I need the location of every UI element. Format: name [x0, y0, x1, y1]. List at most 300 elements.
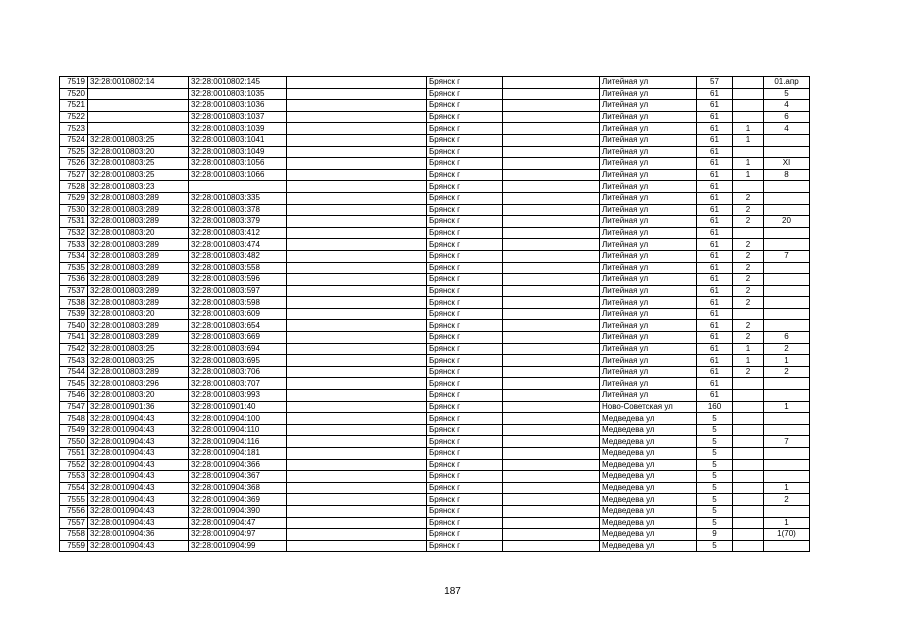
house-number-cell: 61	[697, 146, 733, 158]
parcel-number-cell: 32:28:0010802:14	[88, 77, 189, 89]
empty-cell	[503, 274, 600, 286]
city-cell: Брянск г	[427, 111, 503, 123]
empty-cell	[287, 100, 427, 112]
object-number-cell: 32:28:0010803:1036	[189, 100, 287, 112]
building-cell: 2	[733, 274, 764, 286]
empty-cell	[503, 517, 600, 529]
building-cell: 2	[733, 204, 764, 216]
row-number-cell: 7549	[60, 424, 88, 436]
table-row	[60, 540, 810, 552]
house-number-cell: 61	[697, 158, 733, 170]
apartment-cell	[764, 204, 810, 216]
apartment-cell	[764, 297, 810, 309]
parcel-number-cell: 32:28:0010803:20	[88, 308, 189, 320]
object-number-cell	[189, 181, 287, 193]
empty-cell	[287, 181, 427, 193]
building-cell: 2	[733, 297, 764, 309]
building-cell	[733, 540, 764, 552]
building-cell	[733, 494, 764, 506]
building-cell: 1	[733, 343, 764, 355]
row-number-cell: 7559	[60, 540, 88, 552]
apartment-cell: 7	[764, 436, 810, 448]
empty-cell	[503, 77, 600, 89]
city-cell: Брянск г	[427, 216, 503, 228]
object-number-cell: 32:28:0010803:1056	[189, 158, 287, 170]
empty-cell	[287, 77, 427, 89]
row-number-cell: 7523	[60, 123, 88, 135]
table-row	[60, 297, 810, 309]
parcel-number-cell: 32:28:0010803:289	[88, 297, 189, 309]
house-number-cell: 61	[697, 308, 733, 320]
house-number-cell: 61	[697, 239, 733, 251]
city-cell: Брянск г	[427, 540, 503, 552]
table-row	[60, 482, 810, 494]
empty-cell	[287, 482, 427, 494]
empty-cell	[503, 181, 600, 193]
city-cell: Брянск г	[427, 471, 503, 483]
empty-cell	[503, 332, 600, 344]
table-row	[60, 459, 810, 471]
building-cell	[733, 181, 764, 193]
parcel-number-cell: 32:28:0010904:43	[88, 436, 189, 448]
apartment-cell	[764, 459, 810, 471]
table-row	[60, 123, 810, 135]
building-cell	[733, 424, 764, 436]
building-cell	[733, 378, 764, 390]
city-cell: Брянск г	[427, 413, 503, 425]
street-cell: Литейная ул	[600, 262, 697, 274]
empty-cell	[503, 134, 600, 146]
parcel-number-cell: 32:28:0010803:20	[88, 227, 189, 239]
city-cell: Брянск г	[427, 459, 503, 471]
empty-cell	[287, 239, 427, 251]
table-row	[60, 250, 810, 262]
empty-cell	[503, 308, 600, 320]
object-number-cell: 32:28:0010803:379	[189, 216, 287, 228]
empty-cell	[287, 436, 427, 448]
parcel-number-cell: 32:28:0010803:289	[88, 285, 189, 297]
row-number-cell: 7544	[60, 366, 88, 378]
object-number-cell: 32:28:0010803:1049	[189, 146, 287, 158]
street-cell: Медведева ул	[600, 413, 697, 425]
table-row	[60, 192, 810, 204]
row-number-cell: 7558	[60, 529, 88, 541]
table-row	[60, 436, 810, 448]
building-cell: 2	[733, 262, 764, 274]
building-cell: 2	[733, 366, 764, 378]
house-number-cell: 61	[697, 169, 733, 181]
street-cell: Литейная ул	[600, 297, 697, 309]
row-number-cell: 7519	[60, 77, 88, 89]
apartment-cell	[764, 448, 810, 460]
table-row	[60, 448, 810, 460]
parcel-number-cell: 32:28:0010904:43	[88, 459, 189, 471]
empty-cell	[287, 285, 427, 297]
street-cell: Литейная ул	[600, 77, 697, 89]
object-number-cell: 32:28:0010803:1066	[189, 169, 287, 181]
object-number-cell: 32:28:0010803:654	[189, 320, 287, 332]
object-number-cell: 32:28:0010803:1037	[189, 111, 287, 123]
empty-cell	[287, 227, 427, 239]
house-number-cell: 5	[697, 482, 733, 494]
house-number-cell: 61	[697, 100, 733, 112]
empty-cell	[287, 332, 427, 344]
empty-cell	[287, 88, 427, 100]
street-cell: Медведева ул	[600, 494, 697, 506]
empty-cell	[287, 494, 427, 506]
parcel-number-cell	[88, 123, 189, 135]
table-row	[60, 158, 810, 170]
city-cell: Брянск г	[427, 158, 503, 170]
table-row	[60, 424, 810, 436]
empty-cell	[503, 448, 600, 460]
empty-cell	[287, 355, 427, 367]
apartment-cell: 1	[764, 355, 810, 367]
city-cell: Брянск г	[427, 355, 503, 367]
empty-cell	[503, 100, 600, 112]
apartment-cell	[764, 413, 810, 425]
apartment-cell	[764, 239, 810, 251]
table-row	[60, 100, 810, 112]
empty-cell	[287, 123, 427, 135]
city-cell: Брянск г	[427, 401, 503, 413]
apartment-cell	[764, 390, 810, 402]
city-cell: Брянск г	[427, 366, 503, 378]
street-cell: Литейная ул	[600, 146, 697, 158]
house-number-cell: 5	[697, 517, 733, 529]
building-cell	[733, 459, 764, 471]
object-number-cell: 32:28:0010904:47	[189, 517, 287, 529]
house-number-cell: 61	[697, 343, 733, 355]
street-cell: Литейная ул	[600, 332, 697, 344]
empty-cell	[287, 262, 427, 274]
city-cell: Брянск г	[427, 448, 503, 460]
empty-cell	[287, 216, 427, 228]
parcel-number-cell: 32:28:0010803:289	[88, 216, 189, 228]
building-cell: 2	[733, 216, 764, 228]
house-number-cell: 61	[697, 88, 733, 100]
object-number-cell: 32:28:0010803:596	[189, 274, 287, 286]
city-cell: Брянск г	[427, 343, 503, 355]
city-cell: Брянск г	[427, 146, 503, 158]
row-number-cell: 7557	[60, 517, 88, 529]
parcel-number-cell: 32:28:0010803:289	[88, 274, 189, 286]
city-cell: Брянск г	[427, 482, 503, 494]
building-cell	[733, 517, 764, 529]
empty-cell	[287, 401, 427, 413]
parcel-number-cell: 32:28:0010803:20	[88, 146, 189, 158]
empty-cell	[287, 366, 427, 378]
object-number-cell: 32:28:0010802:145	[189, 77, 287, 89]
building-cell: 2	[733, 239, 764, 251]
building-cell	[733, 111, 764, 123]
object-number-cell: 32:28:0010803:378	[189, 204, 287, 216]
empty-cell	[503, 204, 600, 216]
apartment-cell: 4	[764, 100, 810, 112]
city-cell: Брянск г	[427, 378, 503, 390]
object-number-cell: 32:28:0010904:368	[189, 482, 287, 494]
table-row	[60, 320, 810, 332]
empty-cell	[503, 262, 600, 274]
building-cell: 2	[733, 192, 764, 204]
empty-cell	[503, 216, 600, 228]
city-cell: Брянск г	[427, 192, 503, 204]
parcel-number-cell: 32:28:0010904:43	[88, 494, 189, 506]
row-number-cell: 7527	[60, 169, 88, 181]
empty-cell	[287, 274, 427, 286]
parcel-number-cell: 32:28:0010803:289	[88, 262, 189, 274]
object-number-cell: 32:28:0010803:1035	[189, 88, 287, 100]
parcel-number-cell: 32:28:0010904:43	[88, 413, 189, 425]
empty-cell	[503, 424, 600, 436]
apartment-cell: XI	[764, 158, 810, 170]
house-number-cell: 61	[697, 123, 733, 135]
apartment-cell	[764, 540, 810, 552]
apartment-cell: 7	[764, 250, 810, 262]
row-number-cell: 7529	[60, 192, 88, 204]
empty-cell	[287, 390, 427, 402]
object-number-cell: 32:28:0010803:474	[189, 239, 287, 251]
empty-cell	[287, 413, 427, 425]
street-cell: Литейная ул	[600, 378, 697, 390]
empty-cell	[503, 413, 600, 425]
building-cell	[733, 413, 764, 425]
object-number-cell: 32:28:0010803:558	[189, 262, 287, 274]
street-cell: Литейная ул	[600, 308, 697, 320]
house-number-cell: 61	[697, 227, 733, 239]
parcel-number-cell: 32:28:0010904:43	[88, 505, 189, 517]
street-cell: Литейная ул	[600, 274, 697, 286]
house-number-cell: 61	[697, 332, 733, 344]
city-cell: Брянск г	[427, 77, 503, 89]
building-cell	[733, 146, 764, 158]
house-number-cell: 61	[697, 378, 733, 390]
empty-cell	[503, 505, 600, 517]
empty-cell	[503, 343, 600, 355]
parcel-number-cell: 32:28:0010803:289	[88, 250, 189, 262]
row-number-cell: 7528	[60, 181, 88, 193]
street-cell: Литейная ул	[600, 111, 697, 123]
parcel-number-cell: 32:28:0010803:25	[88, 355, 189, 367]
parcel-number-cell: 32:28:0010904:43	[88, 540, 189, 552]
row-number-cell: 7552	[60, 459, 88, 471]
apartment-cell	[764, 320, 810, 332]
object-number-cell: 32:28:0010904:97	[189, 529, 287, 541]
row-number-cell: 7545	[60, 378, 88, 390]
empty-cell	[503, 250, 600, 262]
object-number-cell: 32:28:0010803:609	[189, 308, 287, 320]
table-row	[60, 169, 810, 181]
apartment-cell	[764, 378, 810, 390]
building-cell: 1	[733, 134, 764, 146]
object-number-cell: 32:28:0010904:369	[189, 494, 287, 506]
building-cell	[733, 401, 764, 413]
street-cell: Литейная ул	[600, 320, 697, 332]
row-number-cell: 7533	[60, 239, 88, 251]
house-number-cell: 160	[697, 401, 733, 413]
table-row	[60, 77, 810, 89]
city-cell: Брянск г	[427, 494, 503, 506]
row-number-cell: 7531	[60, 216, 88, 228]
city-cell: Брянск г	[427, 517, 503, 529]
city-cell: Брянск г	[427, 100, 503, 112]
street-cell: Медведева ул	[600, 482, 697, 494]
street-cell: Литейная ул	[600, 355, 697, 367]
city-cell: Брянск г	[427, 436, 503, 448]
street-cell: Литейная ул	[600, 88, 697, 100]
empty-cell	[503, 285, 600, 297]
empty-cell	[287, 378, 427, 390]
empty-cell	[287, 134, 427, 146]
building-cell: 1	[733, 123, 764, 135]
object-number-cell: 32:28:0010803:669	[189, 332, 287, 344]
street-cell: Литейная ул	[600, 216, 697, 228]
apartment-cell	[764, 262, 810, 274]
empty-cell	[503, 123, 600, 135]
object-number-cell: 32:28:0010904:366	[189, 459, 287, 471]
empty-cell	[287, 320, 427, 332]
table-body	[60, 77, 810, 552]
row-number-cell: 7522	[60, 111, 88, 123]
row-number-cell: 7554	[60, 482, 88, 494]
row-number-cell: 7521	[60, 100, 88, 112]
empty-cell	[287, 169, 427, 181]
house-number-cell: 61	[697, 274, 733, 286]
house-number-cell: 61	[697, 216, 733, 228]
empty-cell	[287, 250, 427, 262]
empty-cell	[503, 146, 600, 158]
object-number-cell: 32:28:0010803:1039	[189, 123, 287, 135]
empty-cell	[503, 401, 600, 413]
house-number-cell: 61	[697, 297, 733, 309]
row-number-cell: 7536	[60, 274, 88, 286]
city-cell: Брянск г	[427, 88, 503, 100]
street-cell: Литейная ул	[600, 158, 697, 170]
street-cell: Литейная ул	[600, 366, 697, 378]
street-cell: Медведева ул	[600, 448, 697, 460]
empty-cell	[503, 227, 600, 239]
row-number-cell: 7555	[60, 494, 88, 506]
empty-cell	[503, 459, 600, 471]
parcel-number-cell: 32:28:0010803:25	[88, 169, 189, 181]
building-cell: 2	[733, 285, 764, 297]
table-row	[60, 505, 810, 517]
empty-cell	[287, 517, 427, 529]
row-number-cell: 7556	[60, 505, 88, 517]
table-row	[60, 146, 810, 158]
table-row	[60, 308, 810, 320]
row-number-cell: 7550	[60, 436, 88, 448]
table-row	[60, 529, 810, 541]
street-cell: Литейная ул	[600, 285, 697, 297]
street-cell: Литейная ул	[600, 192, 697, 204]
building-cell	[733, 436, 764, 448]
object-number-cell: 32:28:0010904:367	[189, 471, 287, 483]
parcel-number-cell: 32:28:0010803:289	[88, 320, 189, 332]
object-number-cell: 32:28:0010803:482	[189, 250, 287, 262]
city-cell: Брянск г	[427, 134, 503, 146]
city-cell: Брянск г	[427, 123, 503, 135]
table-row	[60, 343, 810, 355]
house-number-cell: 5	[697, 540, 733, 552]
street-cell: Медведева ул	[600, 459, 697, 471]
street-cell: Медведева ул	[600, 436, 697, 448]
street-cell: Литейная ул	[600, 239, 697, 251]
row-number-cell: 7537	[60, 285, 88, 297]
table-row	[60, 285, 810, 297]
parcel-number-cell: 32:28:0010904:43	[88, 448, 189, 460]
object-number-cell: 32:28:0010803:597	[189, 285, 287, 297]
empty-cell	[503, 192, 600, 204]
empty-cell	[503, 436, 600, 448]
apartment-cell	[764, 471, 810, 483]
parcel-number-cell: 32:28:0010904:43	[88, 482, 189, 494]
parcel-number-cell: 32:28:0010803:296	[88, 378, 189, 390]
object-number-cell: 32:28:0010803:706	[189, 366, 287, 378]
parcel-number-cell	[88, 100, 189, 112]
object-number-cell: 32:28:0010901:40	[189, 401, 287, 413]
building-cell: 1	[733, 355, 764, 367]
parcel-number-cell: 32:28:0010803:289	[88, 192, 189, 204]
table-row	[60, 366, 810, 378]
parcel-number-cell: 32:28:0010803:25	[88, 343, 189, 355]
building-cell	[733, 529, 764, 541]
apartment-cell: 2	[764, 366, 810, 378]
row-number-cell: 7532	[60, 227, 88, 239]
street-cell: Литейная ул	[600, 181, 697, 193]
apartment-cell: 4	[764, 123, 810, 135]
apartment-cell: 2	[764, 343, 810, 355]
empty-cell	[503, 482, 600, 494]
building-cell	[733, 448, 764, 460]
empty-cell	[287, 540, 427, 552]
apartment-cell	[764, 308, 810, 320]
object-number-cell: 32:28:0010803:694	[189, 343, 287, 355]
apartment-cell: 1	[764, 517, 810, 529]
parcel-number-cell: 32:28:0010904:43	[88, 471, 189, 483]
object-number-cell: 32:28:0010904:116	[189, 436, 287, 448]
row-number-cell: 7543	[60, 355, 88, 367]
object-number-cell: 32:28:0010904:110	[189, 424, 287, 436]
apartment-cell: 1(70)	[764, 529, 810, 541]
house-number-cell: 5	[697, 471, 733, 483]
house-number-cell: 5	[697, 494, 733, 506]
empty-cell	[503, 540, 600, 552]
empty-cell	[287, 111, 427, 123]
table-row	[60, 413, 810, 425]
street-cell: Литейная ул	[600, 100, 697, 112]
street-cell: Медведева ул	[600, 505, 697, 517]
table-row	[60, 355, 810, 367]
house-number-cell: 61	[697, 192, 733, 204]
object-number-cell: 32:28:0010803:695	[189, 355, 287, 367]
city-cell: Брянск г	[427, 390, 503, 402]
table-row	[60, 239, 810, 251]
object-number-cell: 32:28:0010803:335	[189, 192, 287, 204]
empty-cell	[287, 459, 427, 471]
building-cell: 2	[733, 320, 764, 332]
street-cell: Литейная ул	[600, 123, 697, 135]
street-cell: Литейная ул	[600, 343, 697, 355]
object-number-cell: 32:28:0010803:993	[189, 390, 287, 402]
empty-cell	[287, 424, 427, 436]
house-number-cell: 61	[697, 390, 733, 402]
house-number-cell: 61	[697, 181, 733, 193]
empty-cell	[287, 343, 427, 355]
empty-cell	[503, 158, 600, 170]
street-cell: Литейная ул	[600, 169, 697, 181]
city-cell: Брянск г	[427, 308, 503, 320]
